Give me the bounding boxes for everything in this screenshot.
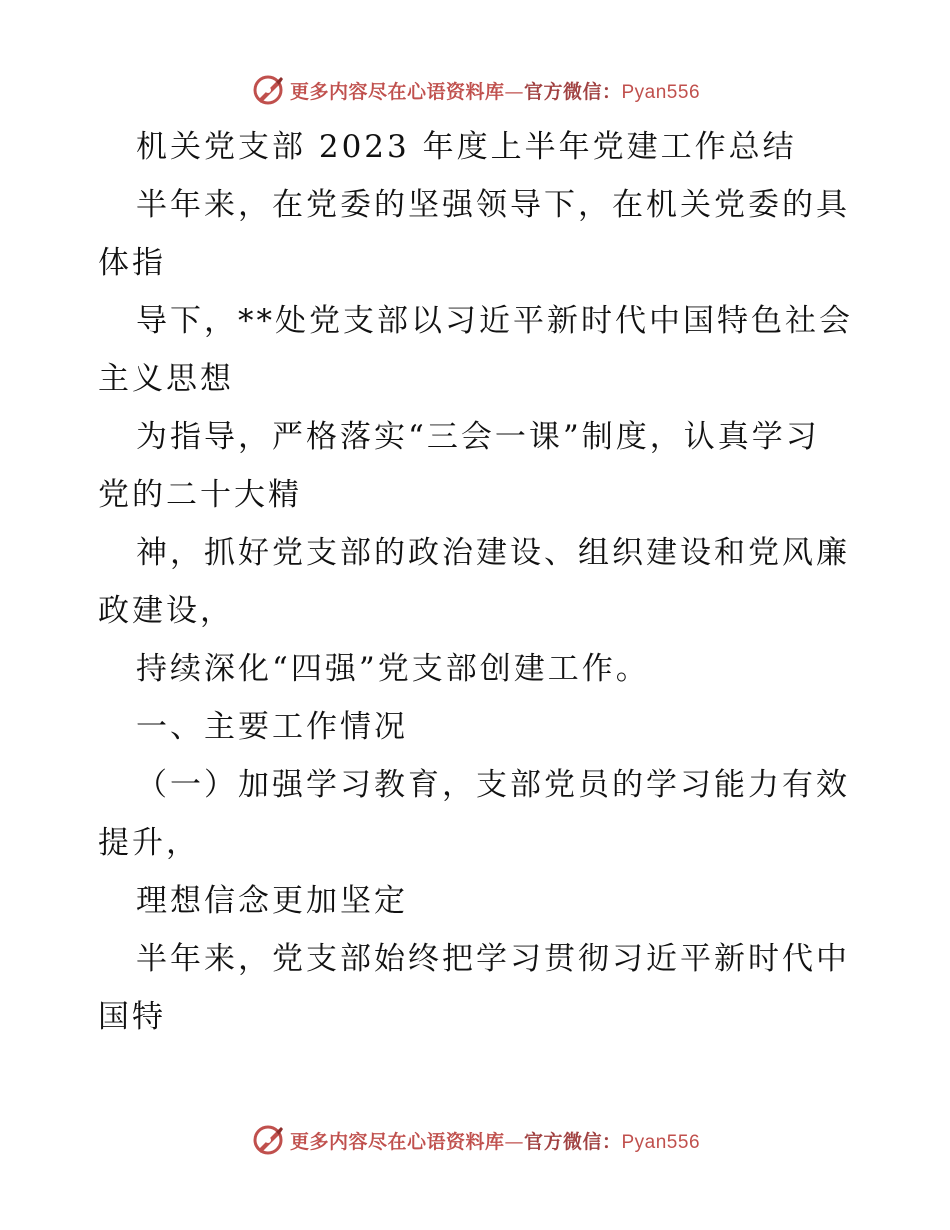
text-line: 提升， bbox=[98, 825, 200, 861]
document-title: 机关党支部 2023 年度上半年党建工作总结 bbox=[136, 129, 797, 165]
text-line: 理想信念更加坚定 bbox=[136, 883, 408, 919]
banner-site-text: 更多内容尽在心语资料库 bbox=[289, 80, 505, 103]
text-line: 持续深化“四强”党支部创建工作。 bbox=[136, 651, 650, 687]
document-body bbox=[98, 118, 858, 1046]
banner-separator: — bbox=[504, 1130, 524, 1153]
text-line: 神，抓好党支部的政治建设、组织建设和党风廉 bbox=[136, 535, 850, 571]
banner-wechat-label: 官方微信： bbox=[523, 1130, 622, 1153]
text-line: 国特 bbox=[98, 999, 166, 1035]
banner-text bbox=[290, 77, 700, 104]
text-line: 半年来，在党委的坚强领导下，在机关党委的具 bbox=[136, 187, 850, 223]
text-line: 一、主要工作情况 bbox=[136, 709, 408, 745]
text-line: 半年来，党支部始终把学习贯彻习近平新时代中 bbox=[136, 941, 850, 977]
banner-text bbox=[290, 1127, 700, 1154]
text-line: 党的二十大精 bbox=[98, 477, 302, 513]
quill-pen-logo-icon bbox=[250, 72, 286, 108]
banner-site-text: 更多内容尽在心语资料库 bbox=[289, 1130, 505, 1153]
text-line: 主义思想 bbox=[98, 361, 234, 397]
banner-wechat-id: Pyan556 bbox=[621, 81, 701, 103]
quill-pen-logo-icon bbox=[250, 1122, 286, 1158]
banner-wechat-label: 官方微信： bbox=[523, 80, 622, 103]
banner-wechat-id: Pyan556 bbox=[621, 1131, 701, 1153]
text-line: 为指导，严格落实“三会一课”制度，认真学习 bbox=[136, 419, 820, 455]
text-line: 导下，**处党支部以习近平新时代中国特色社会 bbox=[136, 303, 853, 339]
banner-separator: — bbox=[504, 80, 524, 103]
footer-watermark-banner bbox=[0, 1120, 950, 1160]
text-line: （一）加强学习教育，支部党员的学习能力有效 bbox=[136, 767, 850, 803]
text-line: 体指 bbox=[98, 245, 166, 281]
header-watermark-banner bbox=[0, 70, 950, 110]
text-line: 政建设， bbox=[98, 593, 234, 629]
